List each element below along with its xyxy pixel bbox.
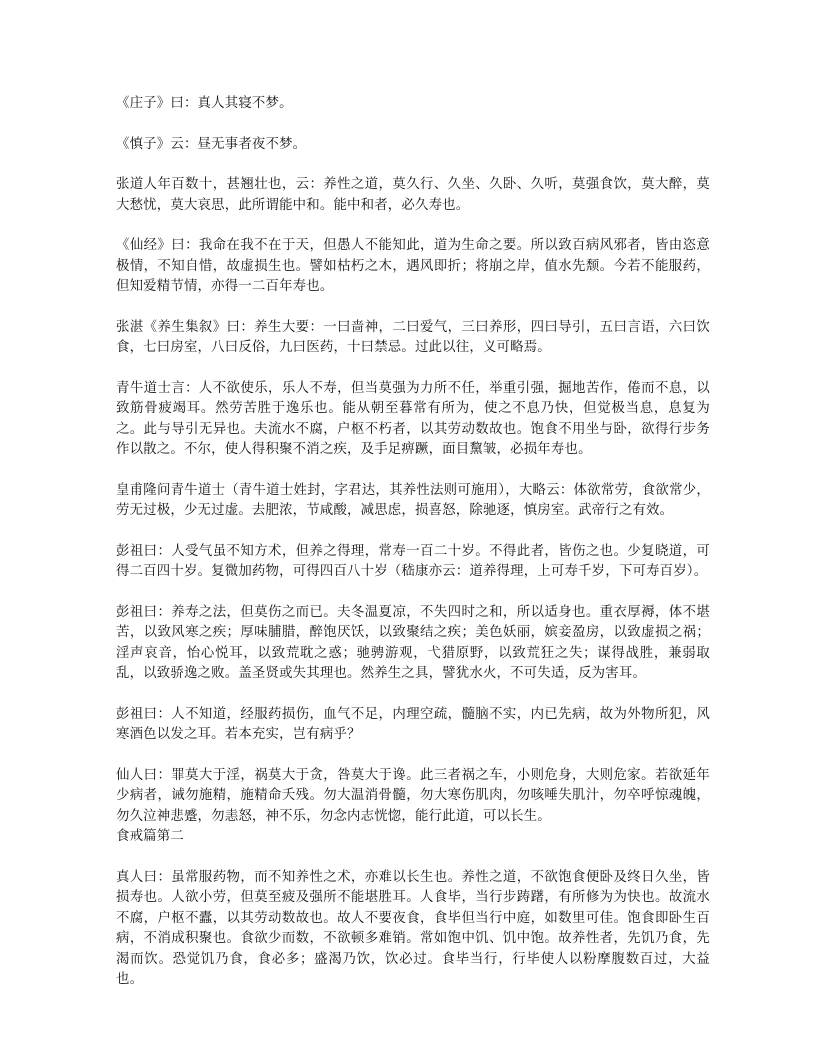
document-body	[116, 94, 710, 1011]
paragraph-zhenren: 真人曰：虽常服药物，而不知养性之术，亦难以长生也。养性之道，不欲饱食便卧及终日久坐，皆损寿也。人欲小劳，但莫至疲及强所不能堪胜耳。人食毕，当行步踌躇，有所修为为快也。故流水不腐，户枢不蠹，以其劳动数故也。故人不要夜食，食毕但当行中庭，如数里可佳。饱食即卧生百病，不消成积聚也。食欲少而数，不欲顿多难销。常如饱中饥、饥中饱。故养性者，先饥乃食，先渴而饮。恐觉饥乃食，食必多；盛渴乃饮，饮必过。食毕当行，行毕使人以粉摩腹数百过，大益也。	[116, 869, 710, 987]
section-heading: 食戒篇第二	[116, 829, 184, 844]
paragraph-huangfu-long: 皇甫隆问青牛道士（青牛道士姓封，字君达，其养性法则可施用），大略云：体欲常劳，食欲常少，劳无过极，少无过虚。去肥浓，节咸酸，减思虑，损喜怒，除驰逐，慎房室。武帝行之有效。	[116, 482, 710, 518]
paragraph-xianjing: 《仙经》曰：我命在我不在于天，但愚人不能知此，道为生命之要。所以致百病风邪者，皆由恣意极情，不知自惜，故虚损生也。譬如枯朽之木，遇风即折；将崩之岸，值水先颓。今若不能服药，但知爱精节情，亦得一二百年寿也。	[116, 238, 710, 294]
paragraph-xianren: 仙人曰：罪莫大于淫，祸莫大于贪，咎莫大于谗。此三者祸之车，小则危身，大则危家。若欲延年少病者，诫勿施精，施精命夭残。勿大温消骨髓，勿大寒伤肌肉，勿咳唾失肌汁，勿卒呼惊魂魄，勿久泣神悲蹙，勿恚怒，神不乐，勿念内志恍惚，能行此道，可以长生。	[116, 767, 710, 824]
paragraph-zhuangzi: 《庄子》曰：真人其寝不梦。	[116, 96, 293, 111]
paragraph-zhang-daoren: 张道人年百数十，甚翘壮也，云：养性之道，莫久行、久坐、久卧、久听，莫强食饮，莫大醉，莫大愁忧，莫大哀思，此所谓能中和。能中和者，必久寿也。	[116, 177, 710, 213]
paragraph-pengzu-1: 彭祖曰：人受气虽不知方术，但养之得理，常寿一百二十岁。不得此者，皆伤之也。少复晓道，可得二百四十岁。复微加药物，可得四百八十岁（嵇康亦云：道养得理，上可寿千岁，下可寿百岁）。	[116, 543, 710, 579]
paragraph-zhang-zhan: 张湛《养生集叙》曰：养生大要：一曰啬神，二曰爱气，三曰养形，四曰导引，五曰言语，六曰饮食，七曰房室，八曰反俗，九曰医药，十曰禁忌。过此以往，义可略焉。	[116, 319, 710, 355]
paragraph-qingniu-daoshi: 青牛道士言：人不欲使乐，乐人不寿，但当莫强为力所不任，举重引强，掘地苦作，倦而不息，以致筋骨疲竭耳。然劳苦胜于逸乐也。能从朝至暮常有所为，使之不息乃快，但觉极当息，息复为之。此与导引无异也。夫流水不腐，户枢不朽者，以其劳动数故也。饱食不用坐与卧，欲得行步务作以散之。不尔，使人得积聚不消之疾，及手足痹蹶，面目黧皱，必损年寿也。	[116, 380, 710, 457]
paragraph-pengzu-3: 彭祖曰：人不知道，经服药损伤，血气不足，内理空疏，髓脑不实，内已先病，故为外物所犯，风寒酒色以发之耳。若本充实，岂有病乎？	[116, 706, 710, 742]
paragraph-pengzu-2: 彭祖曰：养寿之法，但莫伤之而已。夫冬温夏凉，不失四时之和，所以适身也。重衣厚褥，体不堪苦，以致风寒之疾；厚味脯腊，醉饱厌饫，以致聚结之疾；美色妖丽，嫔妾盈房，以致虚损之祸；淫声哀音，怡心悦耳，以致荒耽之惑；驰骋游观，弋猎原野，以致荒狂之失；谋得战胜，兼弱取乱，以致骄逸之败。盖圣贤或失其理也。然养生之具，譬犹水火，不可失适，反为害耳。	[116, 604, 710, 681]
paragraph-shenzi: 《慎子》云：昼无事者夜不梦。	[116, 136, 307, 152]
